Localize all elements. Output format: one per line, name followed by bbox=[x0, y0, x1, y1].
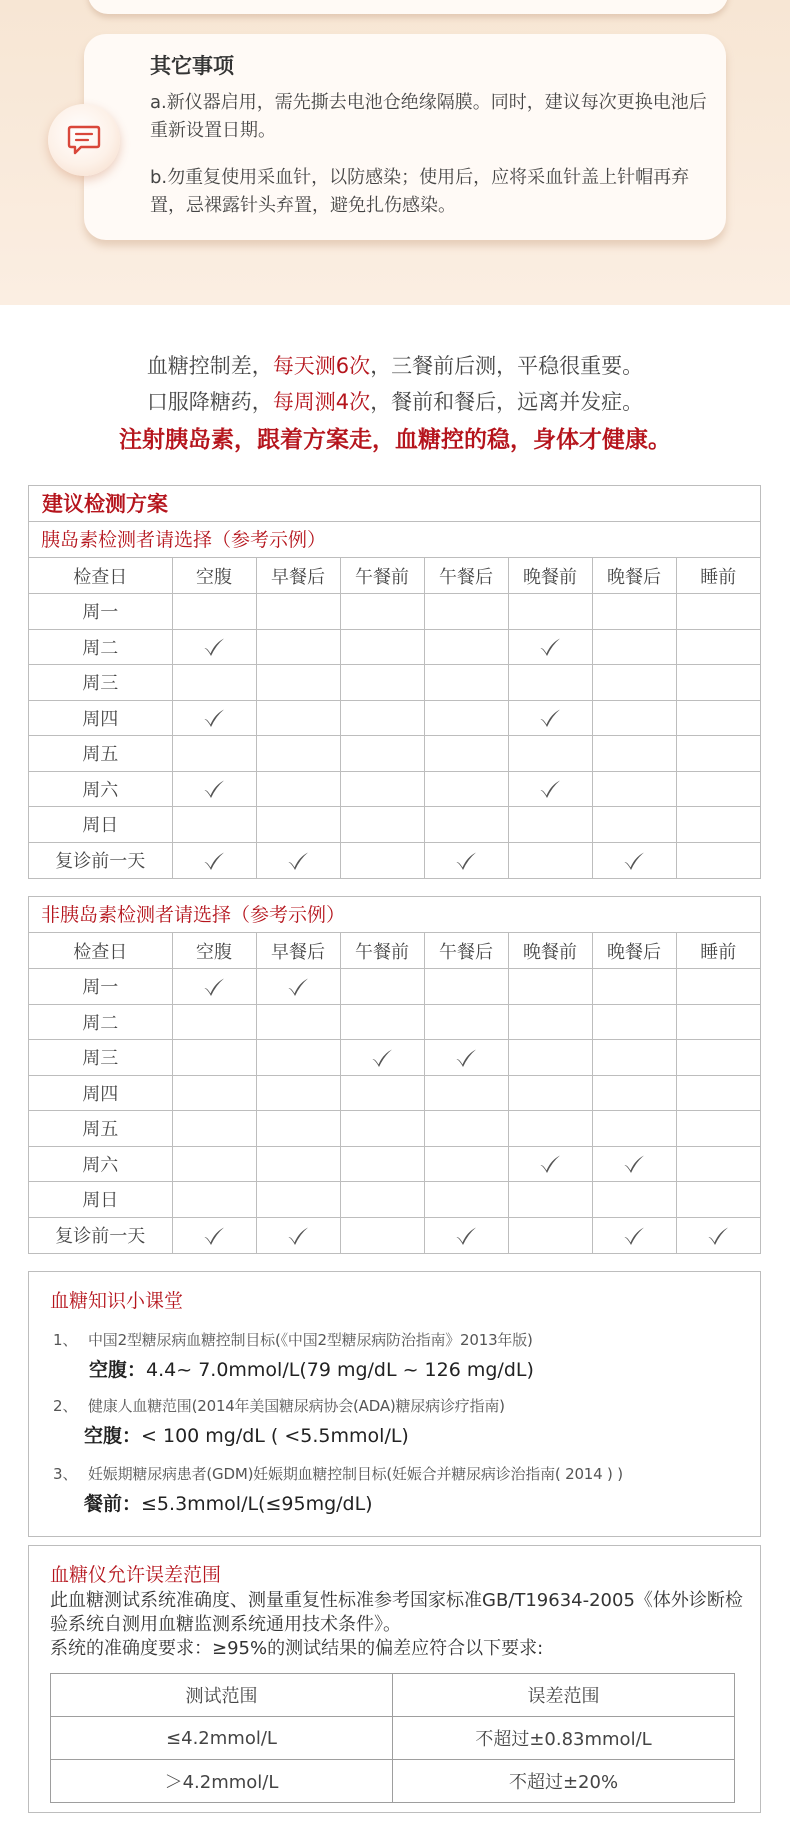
insulin-cell bbox=[508, 842, 592, 878]
insulin-cell bbox=[256, 700, 340, 736]
insulin-cell bbox=[676, 842, 760, 878]
non-insulin-cell bbox=[508, 969, 592, 1005]
intro-line-3: 注射胰岛素，跟着方案走，血糖控的稳，身体才健康。 bbox=[119, 427, 671, 453]
previous-card-edge bbox=[88, 0, 728, 14]
intro-line-1-b: ，三餐前后测，平稳很重要。 bbox=[370, 354, 644, 378]
insulin-row bbox=[29, 807, 760, 843]
insulin-cell bbox=[256, 594, 340, 630]
non-insulin-cell bbox=[340, 1217, 424, 1253]
insulin-cell bbox=[256, 629, 340, 665]
non-insulin-cell bbox=[508, 1040, 592, 1076]
insulin-cell bbox=[424, 807, 508, 843]
insulin-row bbox=[29, 842, 760, 878]
insulin-col-header: 午餐后 bbox=[424, 558, 508, 594]
non-insulin-cell bbox=[256, 1146, 340, 1182]
checkmark-icon bbox=[287, 851, 309, 871]
non-insulin-cell bbox=[592, 1217, 676, 1253]
notes-item-b: b.勿重复使用采血针，以防感染；使用后，应将采血针盖上针帽再弃置，忌裸露针头弃置，避免扎伤感染。 bbox=[150, 167, 690, 216]
non-insulin-day-label: 复诊前一天 bbox=[29, 1217, 172, 1253]
intro-line-2 bbox=[0, 386, 790, 416]
non-insulin-cell bbox=[340, 1075, 424, 1111]
checkmark-icon bbox=[707, 1226, 729, 1246]
intro-line-2-b: ，餐前和餐后，远离并发症。 bbox=[370, 390, 644, 414]
non-insulin-cell bbox=[508, 1146, 592, 1182]
insulin-day-label: 周五 bbox=[29, 736, 172, 772]
notes-title: 其它事项 bbox=[150, 54, 234, 78]
insulin-cell bbox=[172, 771, 256, 807]
non-insulin-cell bbox=[676, 969, 760, 1005]
non-insulin-col-header: 睡前 bbox=[676, 933, 760, 969]
non-insulin-cell bbox=[424, 1146, 508, 1182]
non-insulin-cell bbox=[172, 1111, 256, 1147]
non-insulin-row bbox=[29, 1217, 760, 1253]
knowledge-item-2-desc: 健康人血糖范围(2014年美国糖尿病协会(ADA)糖尿病诊疗指南) bbox=[88, 1397, 505, 1415]
insulin-day-label: 周四 bbox=[29, 700, 172, 736]
insulin-day-label: 复诊前一天 bbox=[29, 842, 172, 878]
non-insulin-cell bbox=[172, 1075, 256, 1111]
insulin-cell bbox=[340, 771, 424, 807]
insulin-subtitle: 胰岛素检测者请选择（参考示例） bbox=[29, 522, 760, 558]
error-table-header-error-range: 误差范围 bbox=[393, 1674, 735, 1717]
knowledge-box bbox=[28, 1271, 761, 1537]
non-insulin-cell bbox=[508, 1004, 592, 1040]
non-insulin-cell bbox=[340, 1111, 424, 1147]
insulin-header-row bbox=[29, 558, 760, 594]
non-insulin-cell bbox=[172, 1040, 256, 1076]
non-insulin-col-header: 午餐后 bbox=[424, 933, 508, 969]
non-insulin-day-label: 周日 bbox=[29, 1182, 172, 1218]
non-insulin-cell bbox=[256, 1075, 340, 1111]
non-insulin-row bbox=[29, 1004, 760, 1040]
non-insulin-cell bbox=[172, 1217, 256, 1253]
insulin-row bbox=[29, 700, 760, 736]
notes-item-a: a.新仪器启用，需先撕去电池仓绝缘隔膜。同时，建议每次更换电池后重新设置日期。 bbox=[150, 92, 707, 141]
non-insulin-header-row bbox=[29, 933, 760, 969]
insulin-cell bbox=[592, 594, 676, 630]
insulin-cell bbox=[424, 665, 508, 701]
error-table-cell-range: ≤4.2mmol/L bbox=[51, 1717, 393, 1760]
insulin-cell bbox=[172, 807, 256, 843]
intro-line-1-a: 血糖控制差， bbox=[146, 354, 273, 378]
checkmark-icon bbox=[539, 1154, 561, 1174]
error-table-cell-range: ＞4.2mmol/L bbox=[51, 1760, 393, 1803]
checkmark-icon bbox=[203, 708, 225, 728]
non-insulin-cell bbox=[340, 1146, 424, 1182]
non-insulin-cell bbox=[592, 1111, 676, 1147]
insulin-cell bbox=[172, 736, 256, 772]
insulin-cell bbox=[508, 771, 592, 807]
non-insulin-grid bbox=[29, 933, 760, 1253]
insulin-day-label: 周日 bbox=[29, 807, 172, 843]
insulin-col-header: 检查日 bbox=[29, 558, 172, 594]
non-insulin-cell bbox=[256, 1182, 340, 1218]
checkmark-icon bbox=[539, 637, 561, 657]
insulin-cell bbox=[508, 594, 592, 630]
checkmark-icon bbox=[203, 779, 225, 799]
non-insulin-cell bbox=[676, 1146, 760, 1182]
insulin-col-header: 空腹 bbox=[172, 558, 256, 594]
intro-line-1 bbox=[0, 350, 790, 380]
insulin-cell bbox=[676, 771, 760, 807]
non-insulin-col-header: 晚餐后 bbox=[592, 933, 676, 969]
insulin-cell bbox=[592, 700, 676, 736]
error-range-box bbox=[28, 1545, 761, 1813]
chat-message-icon bbox=[48, 104, 120, 176]
insulin-cell bbox=[172, 842, 256, 878]
knowledge-item-3-value bbox=[84, 1489, 373, 1516]
insulin-cell bbox=[592, 629, 676, 665]
non-insulin-cell bbox=[676, 1075, 760, 1111]
insulin-cell bbox=[508, 665, 592, 701]
non-insulin-cell bbox=[508, 1182, 592, 1218]
non-insulin-col-header: 检查日 bbox=[29, 933, 172, 969]
non-insulin-cell bbox=[676, 1217, 760, 1253]
knowledge-item-3-range: ≤5.3mmol/L(≤95mg/dL) bbox=[141, 1493, 373, 1515]
non-insulin-cell bbox=[340, 1004, 424, 1040]
insulin-cell bbox=[592, 665, 676, 701]
checkmark-icon bbox=[455, 1226, 477, 1246]
non-insulin-cell bbox=[508, 1217, 592, 1253]
insulin-cell bbox=[508, 700, 592, 736]
checkmark-icon bbox=[287, 977, 309, 997]
non-insulin-cell bbox=[340, 1040, 424, 1076]
insulin-cell bbox=[676, 629, 760, 665]
non-insulin-cell bbox=[676, 1004, 760, 1040]
non-insulin-day-label: 周四 bbox=[29, 1075, 172, 1111]
non-insulin-cell bbox=[256, 1004, 340, 1040]
knowledge-item-1-desc: 中国2型糖尿病血糖控制目标(《中国2型糖尿病防治指南》2013年版) bbox=[88, 1331, 533, 1349]
knowledge-item-2-value bbox=[84, 1421, 409, 1448]
insulin-row bbox=[29, 736, 760, 772]
insulin-cell bbox=[256, 807, 340, 843]
non-insulin-cell bbox=[424, 1004, 508, 1040]
insulin-cell bbox=[340, 842, 424, 878]
non-insulin-cell bbox=[256, 1111, 340, 1147]
insulin-cell bbox=[676, 665, 760, 701]
insulin-row bbox=[29, 594, 760, 630]
insulin-col-header: 睡前 bbox=[676, 558, 760, 594]
knowledge-item-3-desc: 妊娠期糖尿病患者(GDM)妊娠期血糖控制目标(妊娠合并糖尿病诊治指南( 2014 ) ) bbox=[88, 1465, 623, 1483]
insulin-cell bbox=[676, 700, 760, 736]
non-insulin-cell bbox=[676, 1182, 760, 1218]
non-insulin-day-label: 周六 bbox=[29, 1146, 172, 1182]
insulin-cell bbox=[172, 665, 256, 701]
checkmark-icon bbox=[455, 851, 477, 871]
error-table-row bbox=[51, 1717, 735, 1760]
knowledge-item-1-value bbox=[89, 1355, 534, 1382]
insulin-row bbox=[29, 665, 760, 701]
non-insulin-cell bbox=[424, 1075, 508, 1111]
insulin-cell bbox=[340, 736, 424, 772]
non-insulin-row bbox=[29, 1111, 760, 1147]
non-insulin-cell bbox=[592, 969, 676, 1005]
checkmark-icon bbox=[539, 708, 561, 728]
insulin-cell bbox=[508, 807, 592, 843]
non-insulin-cell bbox=[424, 969, 508, 1005]
non-insulin-subtitle: 非胰岛素检测者请选择（参考示例） bbox=[29, 897, 760, 933]
insulin-cell bbox=[172, 594, 256, 630]
knowledge-item-2-range: < 100 mg/dL ( <5.5mmol/L) bbox=[141, 1425, 409, 1447]
non-insulin-row bbox=[29, 1182, 760, 1218]
insulin-cell bbox=[592, 771, 676, 807]
insulin-col-header: 午餐前 bbox=[340, 558, 424, 594]
knowledge-title: 血糖知识小课堂 bbox=[50, 1290, 184, 1312]
non-insulin-cell bbox=[172, 1182, 256, 1218]
non-insulin-col-header: 空腹 bbox=[172, 933, 256, 969]
error-table-header-test-range: 测试范围 bbox=[51, 1674, 393, 1717]
insulin-cell bbox=[424, 842, 508, 878]
error-table-cell-error: 不超过±20% bbox=[393, 1760, 735, 1803]
insulin-cell bbox=[340, 807, 424, 843]
checkmark-icon bbox=[203, 977, 225, 997]
insulin-cell bbox=[592, 842, 676, 878]
checkmark-icon bbox=[203, 1226, 225, 1246]
error-range-requirement-text: 系统的准确度要求：≥95%的测试结果的偏差应符合以下要求: bbox=[50, 1638, 544, 1659]
checkmark-icon bbox=[203, 851, 225, 871]
knowledge-item-1-num: 1、 bbox=[53, 1331, 78, 1349]
non-insulin-col-header: 晚餐前 bbox=[508, 933, 592, 969]
insulin-cell bbox=[424, 736, 508, 772]
non-insulin-cell bbox=[340, 969, 424, 1005]
checkmark-icon bbox=[539, 779, 561, 799]
insulin-col-header: 晚餐后 bbox=[592, 558, 676, 594]
insulin-cell bbox=[592, 807, 676, 843]
non-insulin-cell bbox=[424, 1111, 508, 1147]
knowledge-item-2-label: 空腹： bbox=[84, 1425, 142, 1447]
knowledge-item-1-range: 4.4~ 7.0mmol/L(79 mg/dL ~ 126 mg/dL) bbox=[146, 1359, 534, 1381]
insulin-cell bbox=[256, 842, 340, 878]
non-insulin-cell bbox=[592, 1182, 676, 1218]
non-insulin-day-label: 周五 bbox=[29, 1111, 172, 1147]
non-insulin-cell bbox=[256, 1217, 340, 1253]
non-insulin-day-label: 周一 bbox=[29, 969, 172, 1005]
insulin-cell bbox=[424, 700, 508, 736]
insulin-cell bbox=[424, 594, 508, 630]
insulin-cell bbox=[508, 629, 592, 665]
error-range-title: 血糖仪允许误差范围 bbox=[50, 1564, 222, 1586]
non-insulin-cell bbox=[592, 1146, 676, 1182]
insulin-cell bbox=[424, 629, 508, 665]
insulin-cell bbox=[172, 700, 256, 736]
insulin-cell bbox=[676, 736, 760, 772]
checkmark-icon bbox=[623, 1226, 645, 1246]
non-insulin-row bbox=[29, 1146, 760, 1182]
insulin-cell bbox=[340, 665, 424, 701]
checkmark-icon bbox=[455, 1048, 477, 1068]
non-insulin-cell bbox=[676, 1111, 760, 1147]
checkmark-icon bbox=[371, 1048, 393, 1068]
insulin-cell bbox=[340, 700, 424, 736]
non-insulin-cell bbox=[172, 1004, 256, 1040]
insulin-cell bbox=[172, 629, 256, 665]
non-insulin-col-header: 早餐后 bbox=[256, 933, 340, 969]
non-insulin-day-label: 周三 bbox=[29, 1040, 172, 1076]
insulin-cell bbox=[676, 807, 760, 843]
insulin-col-header: 晚餐前 bbox=[508, 558, 592, 594]
non-insulin-cell bbox=[172, 969, 256, 1005]
knowledge-item-1-label: 空腹： bbox=[89, 1359, 147, 1381]
schedule-title: 建议检测方案 bbox=[29, 486, 760, 522]
checkmark-icon bbox=[623, 851, 645, 871]
insulin-grid bbox=[29, 558, 760, 878]
non-insulin-cell bbox=[256, 969, 340, 1005]
error-range-table bbox=[50, 1673, 735, 1803]
non-insulin-row bbox=[29, 1040, 760, 1076]
error-range-standard-text: 此血糖测试系统准确度、测量重复性标准参考国家标准GB/T19634-2005《体外诊断检验系统自测用血糖监测系统通用技术条件》。 bbox=[50, 1590, 743, 1635]
non-insulin-cell bbox=[340, 1182, 424, 1218]
insulin-cell bbox=[340, 629, 424, 665]
non-insulin-cell bbox=[592, 1004, 676, 1040]
insulin-col-header: 早餐后 bbox=[256, 558, 340, 594]
insulin-cell bbox=[256, 771, 340, 807]
knowledge-item-2-num: 2、 bbox=[53, 1397, 78, 1415]
non-insulin-day-label: 周二 bbox=[29, 1004, 172, 1040]
error-table-row bbox=[51, 1760, 735, 1803]
non-insulin-cell bbox=[592, 1040, 676, 1076]
checkmark-icon bbox=[287, 1226, 309, 1246]
error-table-header-row bbox=[51, 1674, 735, 1717]
checkmark-icon bbox=[203, 637, 225, 657]
intro-line-1-highlight: 每天测6次 bbox=[272, 354, 371, 378]
non-insulin-cell bbox=[508, 1075, 592, 1111]
insulin-day-label: 周一 bbox=[29, 594, 172, 630]
non-insulin-row bbox=[29, 1075, 760, 1111]
insulin-cell bbox=[592, 736, 676, 772]
knowledge-item-3-num: 3、 bbox=[53, 1465, 78, 1483]
insulin-schedule-table bbox=[28, 485, 761, 879]
insulin-cell bbox=[508, 736, 592, 772]
knowledge-item-3-label: 餐前： bbox=[84, 1493, 142, 1515]
intro-line-2-a: 口服降糖药， bbox=[146, 390, 273, 414]
intro-line-2-highlight: 每周测4次 bbox=[272, 390, 371, 414]
non-insulin-cell bbox=[424, 1040, 508, 1076]
checkmark-icon bbox=[623, 1154, 645, 1174]
non-insulin-cell bbox=[424, 1182, 508, 1218]
error-table-cell-error: 不超过±0.83mmol/L bbox=[393, 1717, 735, 1760]
non-insulin-cell bbox=[592, 1075, 676, 1111]
insulin-day-label: 周六 bbox=[29, 771, 172, 807]
non-insulin-cell bbox=[424, 1217, 508, 1253]
insulin-cell bbox=[340, 594, 424, 630]
insulin-cell bbox=[256, 665, 340, 701]
insulin-cell bbox=[256, 736, 340, 772]
non-insulin-col-header: 午餐前 bbox=[340, 933, 424, 969]
non-insulin-cell bbox=[508, 1111, 592, 1147]
insulin-cell bbox=[424, 771, 508, 807]
insulin-cell bbox=[676, 594, 760, 630]
non-insulin-cell bbox=[172, 1146, 256, 1182]
non-insulin-cell bbox=[676, 1040, 760, 1076]
non-insulin-row bbox=[29, 969, 760, 1005]
non-insulin-cell bbox=[256, 1040, 340, 1076]
insulin-day-label: 周三 bbox=[29, 665, 172, 701]
non-insulin-schedule-table bbox=[28, 896, 761, 1254]
insulin-row bbox=[29, 629, 760, 665]
insulin-row bbox=[29, 771, 760, 807]
insulin-day-label: 周二 bbox=[29, 629, 172, 665]
chat-message-icon-svg bbox=[67, 124, 101, 156]
